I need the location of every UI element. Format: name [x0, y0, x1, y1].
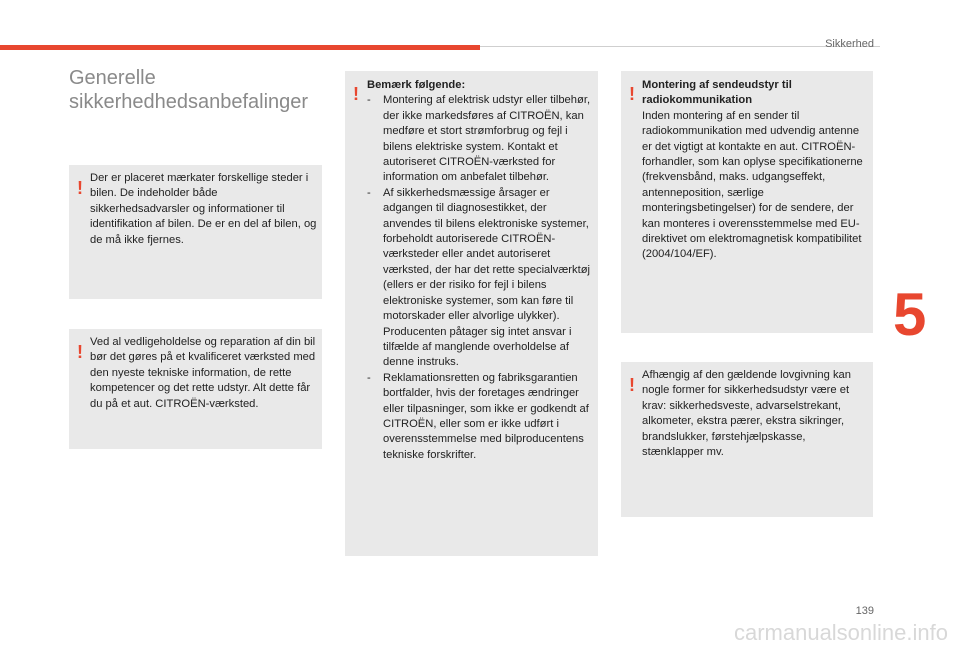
warning-heading: Bemærk følgende: — [367, 79, 466, 91]
warning-box-transmitter — [621, 71, 873, 333]
page-title-line-2: sikkerhedhedsanbefalinger — [69, 91, 309, 113]
header-divider — [480, 46, 880, 47]
section-title: Sikkerhed — [825, 38, 874, 50]
page-number: 139 — [855, 605, 874, 617]
warning-text: Inden montering af en sender til radiokommunikation med udvendig antenne er det vigtigt at kontakte en aut. CITROËN-forhandler, som kan oplyse specifikationerne (frekvensbånd, maks. udgangseffekt, antenneposition, særlige monteringsbetingelser) for de sendere, der kan monteres i overensstemmelse med EU-direktivet om elektromagnetisk kompatibilitet (2004/104/EF). — [642, 109, 863, 261]
warning-exclamation-icon: ! — [77, 178, 83, 198]
warning-box-notice — [345, 71, 598, 556]
warning-exclamation-icon: ! — [629, 84, 635, 104]
warning-exclamation-icon: ! — [77, 342, 83, 362]
warning-box-maintenance — [69, 329, 322, 449]
warning-heading: Montering af sendeudstyr til radiokommunikation — [642, 79, 792, 107]
warning-exclamation-icon: ! — [353, 84, 359, 104]
warning-box-equipment — [621, 362, 873, 517]
warning-exclamation-icon: ! — [629, 375, 635, 395]
warning-box-markings — [69, 165, 322, 299]
chapter-number: 5 — [893, 281, 927, 348]
warning-text: Ved al vedligeholdelse og reparation af din bil bør det gøres på et kvalificeret værksted med den nyeste tekniske information, de rette kompetencer og det rette udstyr. Alt dette får du på et aut. CITROËN-værksted. — [90, 336, 316, 410]
warning-text: Der er placeret mærkater forskellige steder i bilen. De indeholder både sikkerhedsadvarsler og informationer til identifikation af bilen. De er en del af bilen, og de må ikke fjernes. — [90, 172, 317, 246]
watermark: carmanualsonline.info — [733, 620, 948, 645]
warning-text: Afhængig af den gældende lovgivning kan nogle former for sikkerhedsudstyr være et krav: sikkerhedsveste, advarselstrekant, alkometer, ekstra pærer, ekstra sikringer, brandslukker, førstehjælpskasse, stænklapper mv. — [642, 369, 851, 459]
list-item: - Reklamationsretten og fabriksgarantien bortfalder, hvis der foretages ændringer eller tilpasninger, som ikke er godkendt af CITROËN, eller som er ikke udført i overensstemmelse med bilproducentens tekniske forskrifter. — [367, 371, 594, 463]
notice-list — [367, 93, 594, 463]
page-title — [69, 66, 308, 114]
list-item: - Af sikkerhedsmæssige årsager er adgangen til diagnosestikket, der anvendes til bilens elektroniske systemer, forbeholdt autoriserede CITROËN-værksteder eller andet autoriseret værksted, der har det rette specialværktøj (ellers er der risiko for fejl i bilens elektroniske systemer, som kan føre til motorskader eller alvorlige ulykker). Producenten påtager sig intet ansvar i tilfælde af manglende overholdelse af denne instruks. — [367, 186, 594, 371]
list-item: - Montering af elektrisk udstyr eller tilbehør, der ikke markedsføres af CITROËN, kan medføre et stort strømforbrug og fejl i bilens elektriske system. Kontakt et autoriseret CITROËN-værksted for information om anbefalet tilbehør. — [367, 93, 594, 185]
page-title-line-1: Generelle — [69, 67, 156, 89]
header-accent-bar — [0, 45, 480, 50]
